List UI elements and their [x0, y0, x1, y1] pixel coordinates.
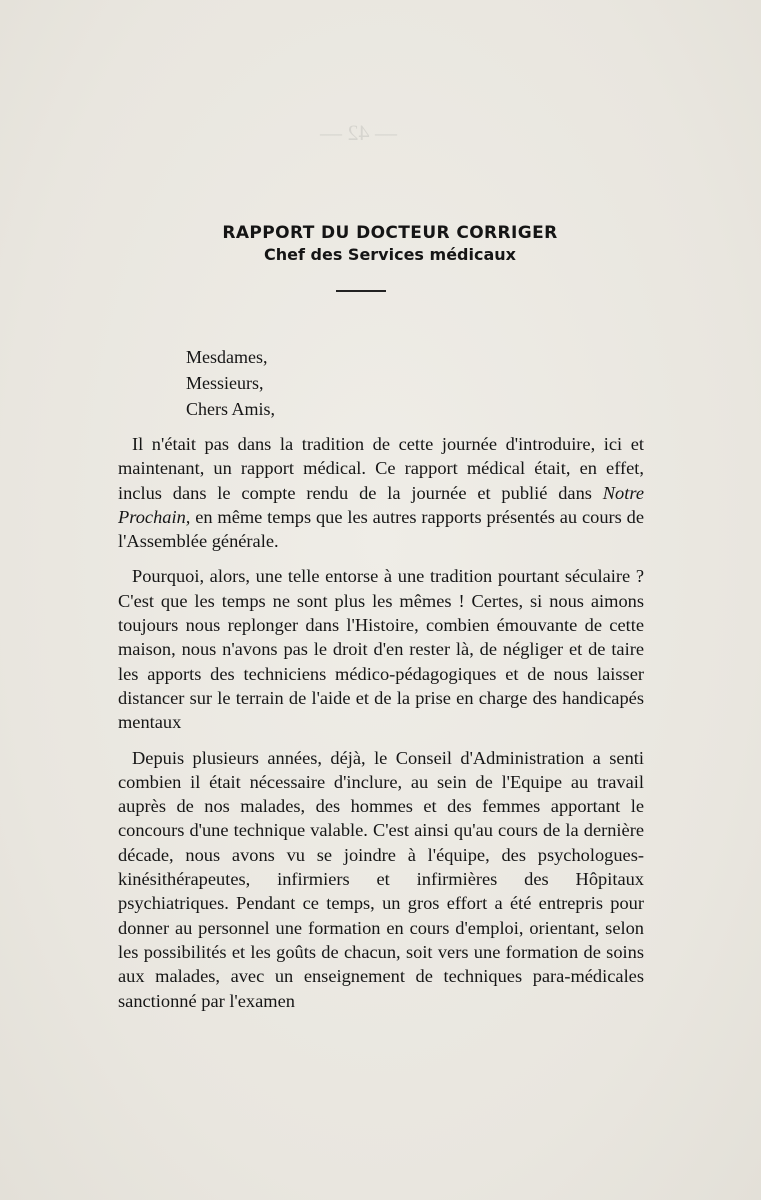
report-title: RAPPORT DU DOCTEUR CORRIGER: [222, 223, 558, 243]
report-subtitle: Chef des Services médicaux: [264, 245, 516, 264]
salutation-chers-amis: Chers Amis,: [186, 399, 276, 419]
salutation-messieurs: Messieurs,: [186, 373, 264, 393]
paragraph-1-text-a: Il n'était pas dans la tradition de cette journée d'introduire, ici et maintenant, un rapport médical. Ce rapport médical était, en effet, inclus dans le compte rendu de la journée et publié dans: [118, 434, 644, 503]
paragraph-1-text-b: en même temps que les autres rapports présentés au cours de l'Assemblée générale.: [118, 506, 644, 552]
paragraph-2: Pourquoi, alors, une telle entorse à une tradition pourtant séculaire ? C'est que les temps ne sont plus les mêmes ! Certes, si nous aimons toujours nous replonger dans l'Histoire, combien émouvante de cette maison, nous n'avons pas le droit d'en rester là, de négliger et de taire les apports des techniciens médico-pédagogiques et de nous laisser distancer sur le terrain de l'aide et de la prise en charge des handicapés mentaux: [118, 566, 644, 733]
paragraph-3: Depuis plusieurs années, déjà, le Conseil d'Administration a senti combien il était nécessaire d'inclure, au sein de l'Equipe au travail auprès de nos malades, des hommes et des femmes apportant le concours d'une technique valable. C'est ainsi qu'au cours de la dernière décade, nous avons vu se joindre à l'équipe, des psychologues-kinésithérapeutes, infirmiers et infirmières des Hôpitaux psychiatriques. Pendant ce temps, un gros effort a été entrepris pour donner au personnel une formation en cours d'emploi, orientant, selon les possibilités et les goûts de chacun, soit vers une formation de soins aux malades, avec un enseignement de techniques para-médicales sanctionné par l'examen: [118, 747, 644, 1011]
paragraph-1: [118, 432, 644, 553]
salutation-mesdames: Mesdames,: [186, 347, 268, 367]
publication-title: Notre Prochain,: [118, 482, 644, 527]
bleed-through-page-number: — 42 —: [320, 120, 397, 145]
report-body: [118, 432, 644, 1024]
title-underline-rule: [336, 290, 386, 292]
